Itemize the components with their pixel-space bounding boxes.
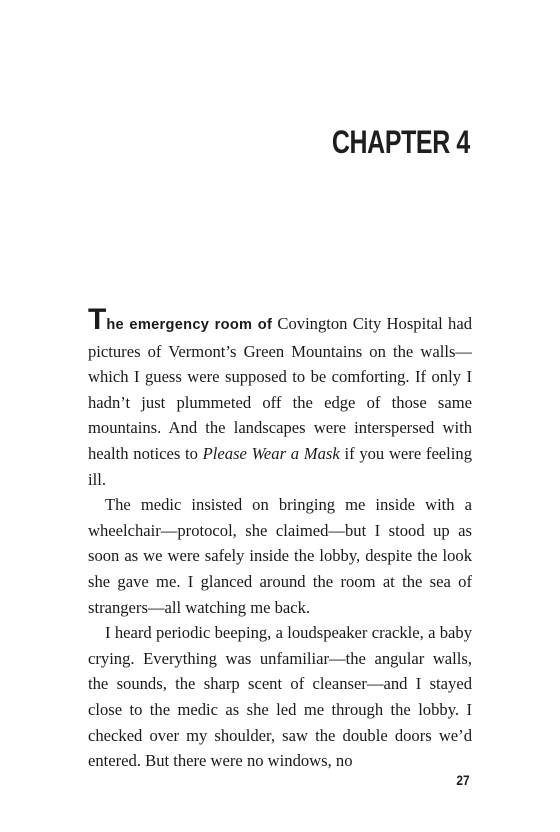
paragraph-1-text: Covington City Hospital had pictures of Vermont’s Green Mountains on the walls—which I guess were supposed to be comforting. If only I hadn’t just plummeted off the edge of those same mountains. And the landscapes were interspersed with health notices to [88, 314, 472, 463]
chapter-heading: CHAPTER 4 [332, 124, 470, 160]
lead-in-text: he emergency room of [106, 317, 273, 333]
paragraph-2: The medic insisted on bringing me inside with a wheelchair—protocol, she claimed—but I stood up as soon as we were safely inside the lobby, despite the look she gave me. I glanced around the room at the sea of strangers—all watching me back. [88, 495, 472, 617]
paragraph-3: I heard periodic beeping, a loudspeaker crackle, a baby crying. Everything was unfamiliar—the angular walls, the sounds, the sharp scent of cleanser—and I stayed close to the medic as she led me through the lobby. I checked over my shoulder, saw the double doors we’d entered. But there were no windows, no [88, 623, 472, 771]
paragraph-1-tail: if you were feeling ill. [88, 443, 472, 489]
page-number: 27 [456, 772, 470, 788]
italic-notice: Please Wear a Mask [202, 443, 340, 463]
chapter-body [88, 303, 472, 774]
drop-cap: T [88, 303, 107, 336]
paragraph-1 [88, 303, 472, 492]
